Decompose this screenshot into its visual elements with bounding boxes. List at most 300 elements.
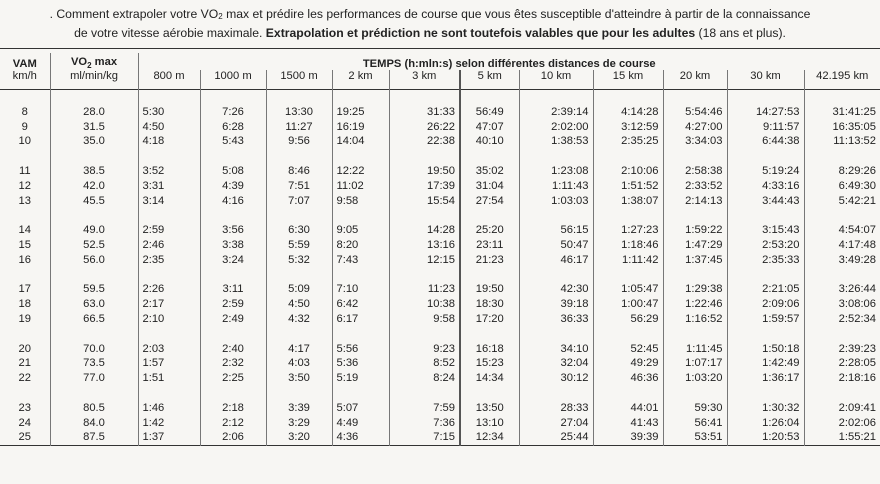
time-cell: 1:11:43: [519, 179, 593, 194]
header-distance: 10 km: [519, 70, 593, 90]
vam-cell: 22: [18, 372, 31, 385]
time-cell: 4:33:16: [727, 179, 804, 194]
spacer-cell: [727, 327, 804, 342]
vo2-text: max: [91, 55, 118, 68]
time-cell: 5:42:21: [804, 194, 880, 209]
time-cell: 3:24: [200, 253, 266, 268]
time-cell: 5:09: [266, 282, 332, 297]
time-cell: 6:17: [332, 312, 389, 327]
time-cell: 3:20: [266, 430, 332, 445]
time-cell: 2:14:13: [663, 194, 727, 209]
time-cell: 22:38: [389, 134, 460, 149]
time-cell: 34:10: [519, 342, 593, 357]
spacer-cell: [200, 90, 266, 105]
time-cell: 4:03: [266, 356, 332, 371]
header-distance: 2 km: [332, 70, 389, 90]
time-cell: 3:26:44: [804, 282, 880, 297]
time-cell: 1:51:52: [593, 179, 663, 194]
spacer-cell: [389, 386, 460, 401]
caption-bold-text: Extrapolation et prédiction ne sont toutefois valables que pour les adultes: [265, 26, 696, 40]
time-cell: 9:23: [389, 342, 460, 357]
time-cell: 7:43: [332, 253, 389, 268]
time-cell: 9:58: [332, 194, 389, 209]
time-cell: 1:55:21: [804, 430, 880, 445]
caption-line-1: [0, 6, 860, 25]
vam-cell: 19: [18, 312, 31, 325]
caption-subscript: 2: [218, 12, 223, 21]
spacer-cell: [50, 268, 138, 283]
header-vo2-unit: ml/min/kg: [50, 70, 138, 90]
spacer-cell: [389, 208, 460, 223]
header-distance: 5 km: [460, 70, 519, 90]
vam-cell: 10: [18, 135, 31, 148]
spacer-cell: [460, 386, 519, 401]
time-cell: 4:17:48: [804, 238, 880, 253]
header-distance: 800 m: [138, 70, 200, 90]
spacer-cell: [50, 327, 138, 342]
time-cell: 11:02: [332, 179, 389, 194]
time-cell: 15:23: [460, 356, 519, 371]
vam-cell: 12: [18, 179, 31, 192]
spacer-cell: [519, 386, 593, 401]
time-cell: 1:27:23: [593, 223, 663, 238]
time-cell: 5:30: [138, 105, 200, 120]
time-cell: 15:54: [389, 194, 460, 209]
time-cell: 13:30: [266, 105, 332, 120]
spacer-cell: [138, 386, 200, 401]
spacer-cell: [593, 208, 663, 223]
time-cell: 4:54:07: [804, 223, 880, 238]
time-cell: 1:42:49: [727, 356, 804, 371]
time-cell: 2:39:23: [804, 342, 880, 357]
time-cell: 2:35: [138, 253, 200, 268]
spacer-cell: [804, 149, 880, 164]
spacer-cell: [663, 327, 727, 342]
spacer-cell: [519, 149, 593, 164]
time-cell: 2:26: [138, 282, 200, 297]
vo2-cell: 70.0: [50, 342, 138, 357]
spacer-cell: [727, 386, 804, 401]
time-cell: 2:58:38: [663, 164, 727, 179]
spacer-cell: [460, 208, 519, 223]
spacer-cell: [332, 90, 389, 105]
time-cell: 1:26:04: [727, 416, 804, 431]
vo2-cell: 49.0: [50, 223, 138, 238]
vo2-subscript: 2: [87, 61, 92, 70]
time-cell: 2:03: [138, 342, 200, 357]
time-cell: 4:36: [332, 430, 389, 445]
time-cell: 2:02:00: [519, 120, 593, 135]
time-cell: 47:07: [460, 120, 519, 135]
vo2-cell: 63.0: [50, 297, 138, 312]
time-cell: 1:03:20: [663, 371, 727, 386]
time-cell: 12:15: [389, 253, 460, 268]
spacer-cell: [727, 149, 804, 164]
time-cell: 3:34:03: [663, 134, 727, 149]
time-cell: 32:04: [519, 356, 593, 371]
time-cell: 6:30: [266, 223, 332, 238]
spacer-cell: [460, 149, 519, 164]
spacer-cell: [200, 327, 266, 342]
time-cell: 7:15: [389, 430, 460, 445]
time-cell: 11:27: [266, 120, 332, 135]
spacer-cell: [266, 327, 332, 342]
vam-cell: 15: [18, 238, 31, 251]
time-cell: 1:57: [138, 356, 200, 371]
spacer-cell: [593, 327, 663, 342]
vam-cell: 21: [18, 357, 31, 370]
time-cell: 40:10: [460, 134, 519, 149]
time-cell: 3:56: [200, 223, 266, 238]
table-row: [0, 312, 880, 327]
bottom-rule-cell: [0, 446, 880, 449]
time-cell: 46:36: [593, 371, 663, 386]
time-cell: 39:18: [519, 297, 593, 312]
table-row: [0, 238, 880, 253]
table-row: [0, 134, 880, 149]
time-cell: 3:52: [138, 164, 200, 179]
time-cell: 5:19: [332, 371, 389, 386]
time-cell: 56:49: [460, 105, 519, 120]
spacer-cell: [266, 90, 332, 105]
time-cell: 14:27:53: [727, 105, 804, 120]
spacer-cell: [0, 149, 50, 164]
time-cell: 8:24: [389, 371, 460, 386]
spacer-cell: [332, 386, 389, 401]
time-cell: 3:15:43: [727, 223, 804, 238]
time-cell: 1:20:53: [727, 430, 804, 445]
header-vam-unit: km/h: [12, 70, 37, 82]
time-cell: 3:44:43: [727, 194, 804, 209]
header-distance: 1000 m: [200, 70, 266, 90]
spacer-cell: [138, 90, 200, 105]
time-cell: 4:18: [138, 134, 200, 149]
time-cell: 50:47: [519, 238, 593, 253]
spacer-cell: [804, 386, 880, 401]
time-cell: 17:20: [460, 312, 519, 327]
table-row: [0, 164, 880, 179]
spacer-cell: [0, 90, 50, 105]
time-cell: 3:31: [138, 179, 200, 194]
time-cell: 11:23: [389, 282, 460, 297]
time-cell: 16:18: [460, 342, 519, 357]
time-cell: 2:52:34: [804, 312, 880, 327]
spacer-cell: [332, 327, 389, 342]
time-cell: 4:49: [332, 416, 389, 431]
table-row: [0, 253, 880, 268]
vam-cell: 17: [18, 283, 31, 296]
vam-cell: 20: [18, 342, 31, 355]
time-cell: 49:29: [593, 356, 663, 371]
spacer-cell: [593, 90, 663, 105]
time-cell: 1:05:47: [593, 282, 663, 297]
time-cell: 46:17: [519, 253, 593, 268]
spacer-cell: [804, 268, 880, 283]
time-cell: 7:26: [200, 105, 266, 120]
time-cell: 6:49:30: [804, 179, 880, 194]
time-cell: 1:59:22: [663, 223, 727, 238]
group-spacer: [0, 386, 880, 401]
time-cell: 5:56: [332, 342, 389, 357]
table-row: [0, 356, 880, 371]
time-cell: 4:39: [200, 179, 266, 194]
spacer-cell: [50, 149, 138, 164]
time-cell: 2:02:06: [804, 416, 880, 431]
spacer-cell: [50, 386, 138, 401]
spacer-cell: [332, 268, 389, 283]
time-cell: 1:50:18: [727, 342, 804, 357]
time-cell: 1:03:03: [519, 194, 593, 209]
time-cell: 14:34: [460, 371, 519, 386]
time-cell: 2:35:25: [593, 134, 663, 149]
table-row: [0, 430, 880, 445]
spacer-cell: [200, 208, 266, 223]
time-cell: 13:16: [389, 238, 460, 253]
header-distance: 20 km: [663, 70, 727, 90]
spacer-cell: [266, 149, 332, 164]
spacer-cell: [663, 90, 727, 105]
vo2-cell: 59.5: [50, 282, 138, 297]
vo2-cell: 45.5: [50, 194, 138, 209]
time-cell: 2:10:06: [593, 164, 663, 179]
time-cell: 1:11:42: [593, 253, 663, 268]
vo2-cell: 35.0: [50, 134, 138, 149]
time-cell: 2:21:05: [727, 282, 804, 297]
vam-cell: 14: [18, 224, 31, 237]
time-cell: 3:39: [266, 401, 332, 416]
time-cell: 2:06: [200, 430, 266, 445]
time-cell: 1:16:52: [663, 312, 727, 327]
spacer-cell: [593, 149, 663, 164]
time-cell: 4:50: [138, 120, 200, 135]
vo2-cell: 73.5: [50, 356, 138, 371]
spacer-cell: [804, 90, 880, 105]
spacer-cell: [663, 208, 727, 223]
spacer-cell: [138, 268, 200, 283]
vo2-cell: 38.5: [50, 164, 138, 179]
spacer-cell: [663, 386, 727, 401]
time-cell: 5:59: [266, 238, 332, 253]
time-cell: 2:32: [200, 356, 266, 371]
table-row: [0, 223, 880, 238]
time-cell: 1:23:08: [519, 164, 593, 179]
time-cell: 2:18: [200, 401, 266, 416]
spacer-cell: [50, 90, 138, 105]
spacer-cell: [332, 208, 389, 223]
time-cell: 1:37: [138, 430, 200, 445]
table-row: [0, 297, 880, 312]
time-cell: 59:30: [663, 401, 727, 416]
time-cell: 9:58: [389, 312, 460, 327]
spacer-cell: [389, 327, 460, 342]
vam-cell: 9: [21, 120, 28, 133]
time-cell: 52:45: [593, 342, 663, 357]
spacer-cell: [266, 268, 332, 283]
time-cell: 1:00:47: [593, 297, 663, 312]
time-cell: 39:39: [593, 430, 663, 445]
time-cell: 42:30: [519, 282, 593, 297]
table-bottom-rule: [0, 446, 880, 449]
time-cell: 2:09:06: [727, 297, 804, 312]
time-cell: 2:59: [138, 223, 200, 238]
header-vo2: [50, 53, 138, 70]
time-cell: 12:22: [332, 164, 389, 179]
time-cell: 2:12: [200, 416, 266, 431]
group-spacer: [0, 208, 880, 223]
time-cell: 7:59: [389, 401, 460, 416]
table-row: [0, 120, 880, 135]
group-spacer: [0, 268, 880, 283]
time-cell: 4:50: [266, 297, 332, 312]
time-cell: 1:07:17: [663, 356, 727, 371]
time-cell: 19:50: [389, 164, 460, 179]
time-cell: 2:28:05: [804, 356, 880, 371]
table-row: [0, 194, 880, 209]
time-cell: 5:07: [332, 401, 389, 416]
time-cell: 3:29: [266, 416, 332, 431]
spacer-cell: [200, 149, 266, 164]
time-cell: 1:18:46: [593, 238, 663, 253]
time-cell: 3:12:59: [593, 120, 663, 135]
time-cell: 8:29:26: [804, 164, 880, 179]
time-cell: 16:19: [332, 120, 389, 135]
vo2-cell: 52.5: [50, 238, 138, 253]
time-cell: 2:17: [138, 297, 200, 312]
time-cell: 7:10: [332, 282, 389, 297]
time-cell: 2:53:20: [727, 238, 804, 253]
time-cell: 12:34: [460, 430, 519, 445]
spacer-cell: [138, 149, 200, 164]
table-row: [0, 401, 880, 416]
time-cell: 31:33: [389, 105, 460, 120]
caption-line-2: [0, 25, 860, 42]
time-cell: 44:01: [593, 401, 663, 416]
vo2-cell: 31.5: [50, 120, 138, 135]
time-cell: 31:04: [460, 179, 519, 194]
spacer-cell: [727, 90, 804, 105]
time-cell: 13:10: [460, 416, 519, 431]
time-cell: 1:38:53: [519, 134, 593, 149]
vam-cell: 24: [18, 416, 31, 429]
time-cell: 56:29: [593, 312, 663, 327]
time-cell: 2:25: [200, 371, 266, 386]
vo2-cell: 87.5: [50, 430, 138, 445]
spacer-cell: [138, 208, 200, 223]
vam-cell: 23: [18, 401, 31, 414]
time-cell: 8:20: [332, 238, 389, 253]
time-cell: 27:54: [460, 194, 519, 209]
time-cell: 3:11: [200, 282, 266, 297]
spacer-cell: [266, 208, 332, 223]
time-cell: 9:05: [332, 223, 389, 238]
spacer-cell: [727, 268, 804, 283]
time-cell: 5:08: [200, 164, 266, 179]
spacer-cell: [804, 208, 880, 223]
time-cell: 26:22: [389, 120, 460, 135]
time-cell: 6:42: [332, 297, 389, 312]
time-cell: 13:50: [460, 401, 519, 416]
time-cell: 1:38:07: [593, 194, 663, 209]
time-cell: 5:32: [266, 253, 332, 268]
vam-cell: 18: [18, 298, 31, 311]
time-cell: 3:08:06: [804, 297, 880, 312]
time-cell: 30:12: [519, 371, 593, 386]
spacer-cell: [138, 327, 200, 342]
time-cell: 28:33: [519, 401, 593, 416]
spacer-cell: [389, 268, 460, 283]
table-row: [0, 179, 880, 194]
time-cell: 1:22:46: [663, 297, 727, 312]
vo2-cell: 66.5: [50, 312, 138, 327]
time-cell: 4:32: [266, 312, 332, 327]
time-cell: 2:09:41: [804, 401, 880, 416]
time-cell: 9:56: [266, 134, 332, 149]
vam-cell: 16: [18, 253, 31, 266]
time-cell: 4:27:00: [663, 120, 727, 135]
time-cell: 5:54:46: [663, 105, 727, 120]
table-row: [0, 105, 880, 120]
time-cell: 2:59: [200, 297, 266, 312]
vam-cell: 13: [18, 194, 31, 207]
time-cell: 19:25: [332, 105, 389, 120]
time-cell: 21:23: [460, 253, 519, 268]
spacer-cell: [804, 327, 880, 342]
time-cell: 25:20: [460, 223, 519, 238]
caption-text: (18 ans et plus).: [695, 26, 786, 40]
spacer-cell: [200, 386, 266, 401]
time-cell: 2:49: [200, 312, 266, 327]
time-cell: 1:59:57: [727, 312, 804, 327]
time-cell: 2:46: [138, 238, 200, 253]
time-cell: 53:51: [663, 430, 727, 445]
time-cell: 5:36: [332, 356, 389, 371]
vam-cell: 8: [21, 105, 28, 118]
time-cell: 56:41: [663, 416, 727, 431]
vo2-cell: 56.0: [50, 253, 138, 268]
time-cell: 56:15: [519, 223, 593, 238]
spacer-cell: [593, 386, 663, 401]
group-spacer: [0, 90, 880, 105]
time-cell: 14:04: [332, 134, 389, 149]
caption: [0, 6, 860, 42]
time-cell: 2:39:14: [519, 105, 593, 120]
spacer-cell: [389, 149, 460, 164]
time-cell: 7:36: [389, 416, 460, 431]
time-cell: 2:33:52: [663, 179, 727, 194]
table-row: [0, 342, 880, 357]
vo2-cell: 42.0: [50, 179, 138, 194]
caption-text: de votre vitesse aérobie maximale.: [74, 26, 266, 40]
vo2-cell: 77.0: [50, 371, 138, 386]
spacer-cell: [519, 90, 593, 105]
time-cell: 6:28: [200, 120, 266, 135]
time-cell: 1:36:17: [727, 371, 804, 386]
header-distance: 3 km: [389, 70, 460, 90]
performance-table: [0, 48, 880, 448]
time-cell: 4:14:28: [593, 105, 663, 120]
time-cell: 4:16: [200, 194, 266, 209]
time-cell: 2:35:33: [727, 253, 804, 268]
time-cell: 3:49:28: [804, 253, 880, 268]
header-vam: VAM: [12, 58, 37, 70]
vo2-cell: 28.0: [50, 105, 138, 120]
vam-cell: 11: [18, 164, 31, 177]
caption-text: . Comment extrapoler votre VO: [49, 7, 219, 21]
time-cell: 10:38: [389, 297, 460, 312]
time-cell: 27:04: [519, 416, 593, 431]
vo2-cell: 80.5: [50, 401, 138, 416]
time-cell: 8:52: [389, 356, 460, 371]
